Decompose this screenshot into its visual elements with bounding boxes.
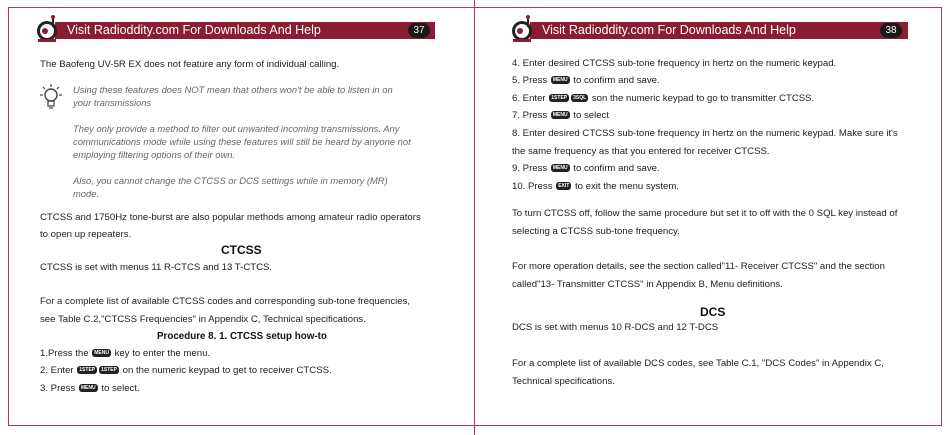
three-key-icon: 3SQL bbox=[573, 95, 587, 102]
right-frame-bottom bbox=[475, 425, 942, 426]
step-10-before: 10. Press bbox=[512, 181, 553, 192]
step-7-before: 7. Press bbox=[512, 110, 548, 121]
step-9 bbox=[512, 163, 660, 175]
left-header-banner bbox=[55, 22, 435, 39]
menu-key-icon: MENU bbox=[552, 165, 568, 172]
step-9-after: to confirm and save. bbox=[573, 163, 660, 174]
note-2-line-3: employing filtering options of their own. bbox=[73, 149, 236, 160]
note-3-line-2: mode. bbox=[73, 188, 100, 199]
step-9-before: 9. Press bbox=[512, 163, 548, 174]
para-1-line-2: to open up repeaters. bbox=[40, 229, 132, 240]
radioddity-mascot-icon bbox=[509, 14, 539, 44]
note-1-line-2: your transmissions bbox=[73, 97, 152, 108]
one-key-icon: 1STEP bbox=[79, 367, 96, 374]
step-1-after: key to enter the menu. bbox=[114, 348, 211, 359]
step-8-line-2: the same frequency as that you entered for receiver CTCSS. bbox=[512, 146, 770, 157]
header-title: Visit Radioddity.com For Downloads And Help bbox=[542, 23, 796, 37]
menu-key-icon: MENU bbox=[94, 350, 109, 357]
step-7-after: to select bbox=[573, 110, 610, 121]
one-key-icon: 1STEP bbox=[551, 95, 568, 102]
step-5 bbox=[512, 75, 660, 87]
step-4: 4. Enter desired CTCSS sub-tone frequency in hertz on the numeric keypad. bbox=[512, 58, 837, 69]
para-off-line-2: selecting a CTCSS sub-tone frequency. bbox=[512, 226, 680, 237]
radioddity-mascot-icon bbox=[34, 14, 64, 44]
ctcss-section-title: CTCSS bbox=[221, 243, 262, 257]
step-3 bbox=[40, 383, 140, 395]
menu-key-icon: MENU bbox=[80, 385, 96, 392]
lightbulb-tip-icon bbox=[36, 82, 66, 114]
right-frame-right bbox=[941, 7, 942, 425]
left-frame-top bbox=[8, 7, 474, 8]
step-5-after: to confirm and save. bbox=[573, 75, 660, 86]
step-7 bbox=[512, 110, 609, 122]
step-3-before: 3. Press bbox=[40, 383, 76, 394]
note-3-line-1: Also, you cannot change the CTCSS or DCS settings while in memory (MR) bbox=[73, 175, 388, 186]
note-2-line-1: They only provide a method to filter out unwanted incoming transmissions. Any bbox=[73, 123, 400, 134]
step-10 bbox=[512, 181, 679, 193]
step-1 bbox=[40, 348, 210, 360]
header-title: Visit Radioddity.com For Downloads And Help bbox=[67, 23, 321, 37]
step-2-before: 2. Enter bbox=[40, 365, 74, 376]
procedure-title: Procedure 8. 1. CTCSS setup how-to bbox=[157, 331, 327, 342]
step-10-after: to exit the menu system. bbox=[575, 181, 679, 192]
para-1-line-1: CTCSS and 1750Hz tone-burst are also popular methods among amateur radio operators bbox=[40, 212, 421, 223]
para-off-line-1: To turn CTCSS off, follow the same procedure but set it to off with the 0 SQL key instead of bbox=[512, 208, 898, 219]
left-frame-left bbox=[8, 7, 9, 425]
exit-key-icon: EXIT bbox=[558, 183, 570, 190]
dcs-section-title: DCS bbox=[700, 305, 726, 319]
step-1-before: 1.Press the bbox=[40, 348, 89, 359]
page-number-badge: 37 bbox=[408, 23, 430, 38]
para-2-line-1: For a complete list of available CTCSS codes and corresponding sub-tone frequencies, bbox=[40, 296, 411, 307]
right-frame-top bbox=[475, 7, 942, 8]
para-dcs-line-2: Technical specifications. bbox=[512, 376, 615, 387]
step-2-after: on the numeric keypad to get to receiver CTCSS. bbox=[122, 365, 332, 376]
note-1-line-1: Using these features does NOT mean that others won't be able to listen in on bbox=[73, 84, 393, 95]
para-2-line-2: see Table C.2,"CTCSS Frequencies" in Appendix C, Technical specifications. bbox=[40, 314, 366, 325]
step-6-before: 6. Enter bbox=[512, 93, 546, 104]
para-dcs-line-1: For a complete list of available DCS codes, see Table C.1, "DCS Codes" in Appendix C, bbox=[512, 358, 884, 369]
step-6 bbox=[512, 93, 814, 105]
step-2 bbox=[40, 365, 332, 377]
ctcss-menus-text: CTCSS is set with menus 11 R-CTCS and 13 T-CTCS. bbox=[40, 262, 273, 273]
menu-key-icon: MENU bbox=[552, 77, 568, 84]
menu-key-icon: MENU bbox=[552, 112, 568, 119]
step-8-line-1: 8. Enter desired CTCSS sub-tone frequency in hertz on the numeric keypad. Make sure it's bbox=[512, 128, 898, 139]
intro-text: The Baofeng UV-5R EX does not feature any form of individual calling. bbox=[40, 59, 340, 70]
para-more-line-1: For more operation details, see the section called"11- Receiver CTCSS" and the section bbox=[512, 261, 885, 272]
left-frame-bottom bbox=[8, 425, 474, 426]
dcs-menus-text: DCS is set with menus 10 R-DCS and 12 T-DCS bbox=[512, 322, 719, 333]
page-divider bbox=[474, 0, 475, 435]
one-key-icon: 1STEP bbox=[101, 367, 117, 374]
para-more-line-2: called"13- Transmitter CTCSS" in Appendix B, Menu definitions. bbox=[512, 279, 783, 290]
step-6-after: son the numeric keypad to go to transmitter CTCSS. bbox=[591, 93, 815, 104]
step-5-before: 5. Press bbox=[512, 75, 548, 86]
step-3-after: to select. bbox=[101, 383, 140, 394]
page-number-badge: 38 bbox=[880, 23, 902, 38]
note-2-line-2: communications mode while using these features will still be heard by anyone not bbox=[73, 136, 411, 147]
right-header-banner bbox=[530, 22, 908, 39]
